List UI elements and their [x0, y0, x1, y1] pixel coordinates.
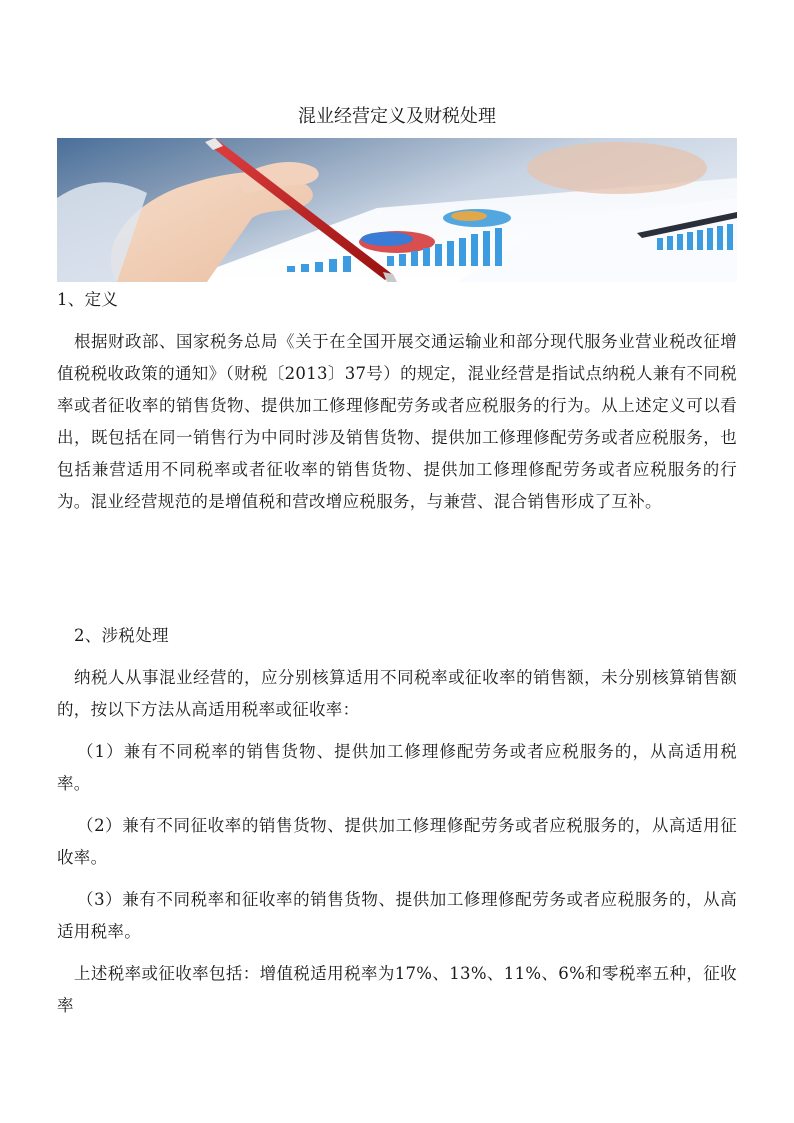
document-title: 混业经营定义及财税处理 [298, 106, 496, 127]
section-heading-tax-treatment: 2、涉税处理 [74, 626, 169, 645]
header-photo [57, 138, 737, 282]
rule-item-1: （1）兼有不同税率的销售货物、提供加工修理修配劳务或者应税服务的，从高适用税率。 [57, 742, 737, 793]
section-heading-definition: 1、定义 [57, 290, 119, 309]
rates-paragraph: 上述税率或征收率包括：增值税适用税率为17%、13%、11%、6%和零税率五种，征收率 [57, 964, 737, 1015]
hand-pen-chart-photo-icon [57, 138, 737, 282]
tax-treatment-paragraph: 纳税人从事混业经营的，应分别核算适用不同税率或征收率的销售额，未分别核算销售额的，按以下方法从高适用税率或征收率： [57, 668, 737, 719]
definition-paragraph: 根据财政部、国家税务总局《关于在全国开展交通运输业和部分现代服务业营业税改征增值税税收政策的通知》（财税〔2013〕37号）的规定，混业经营是指试点纳税人兼有不同税率或者征收率的销售货物、提供加工修理修配劳务或者应税服务的行为。从上述定义可以看出，既包括在同一销售行为中同时涉及销售货物、提供加工修理修配劳务或者应税服务，也包括兼营适用不同税率或者征收率的销售货物、提供加工修理修配劳务或者应税服务的行为。混业经营规范的是增值税和营改增应税服务，与兼营、混合销售形成了互补。 [57, 332, 737, 511]
rule-item-2: （2）兼有不同征收率的销售货物、提供加工修理修配劳务或者应税服务的，从高适用征收率。 [57, 816, 737, 867]
rule-item-3: （3）兼有不同税率和征收率的销售货物、提供加工修理修配劳务或者应税服务的，从高适用税率。 [57, 890, 737, 941]
section-2 [57, 620, 737, 1024]
section-1 [57, 284, 737, 520]
